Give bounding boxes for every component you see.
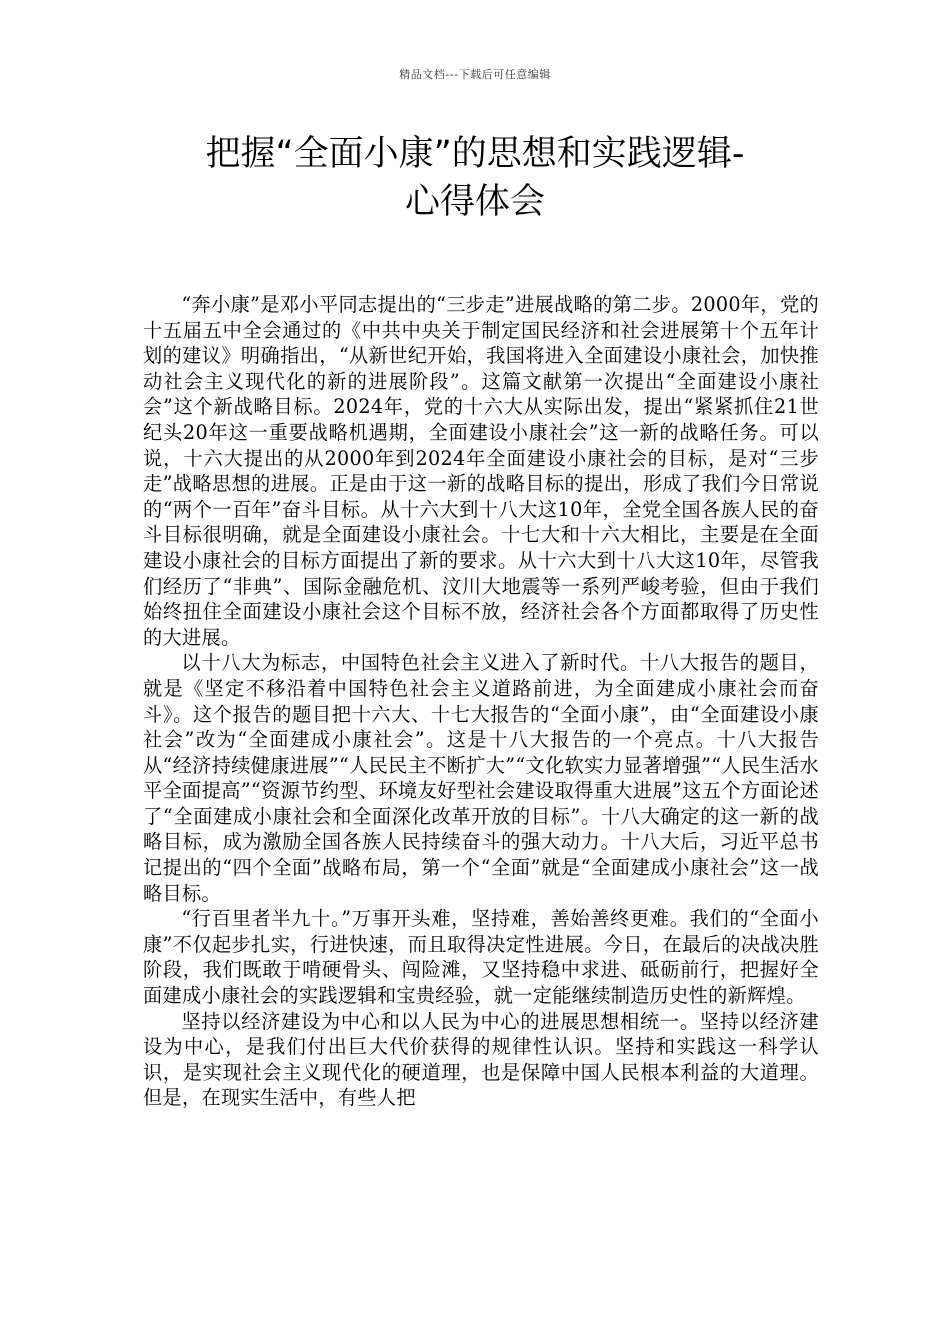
title-line-1: 把握“全面小康”的思想和实践逻辑- bbox=[205, 134, 745, 174]
paragraph-2: 以十八大为标志，中国特色社会主义进入了新时代。十八大报告的题目，就是《坚定不移沿着中国特色社会主义道路前进，为全面建成小康社会而奋斗》。这个报告的题目把十六大、十七大报告的“全面小康”，由“全面建设小康社会”改为“全面建成小康社会”。这是十八大报告的一个亮点。十八大报告从“经济持续健康进展”“人民民主不断扩大”“文化软实力显著增强”“人民生活水平全面提高”“资源节约型、环境友好型社会建设取得重大进展”这五个方面论述了“全面建成小康社会和全面深化改革开放的目标”。十八大确定的这一新的战略目标，成为激励全国各族人民持续奋斗的强大动力。十八大后，习近平总书记提出的“四个全面”战略布局，第一个“全面”就是“全面建成小康社会”这一战略目标。 bbox=[143, 651, 819, 905]
paragraph-1: “奔小康”是邓小平同志提出的“三步走”进展战略的第二步。2000年，党的十五届五中全会通过的《中共中央关于制定国民经济和社会进展第十个五年计划的建议》明确指出，“从新世纪开始，我国将进入全面建设小康社会，加快推动社会主义现代化的新的进展阶段”。这篇文献第一次提出“全面建设小康社会”这个新战略目标。2024年，党的十六大从实际出发，提出“紧紧抓住21世纪头20年这一重要战略机遇期，全面建设小康社会”这一新的战略任务。可以说，十六大提出的从2000年到2024年全面建设小康社会的目标，是对“三步走”战略思想的进展。正是由于这一新的战略目标的提出，形成了我们今日常说的“两个一百年”奋斗目标。从十六大到十八大这10年，全党全国各族人民的奋斗目标很明确，就是全面建设小康社会。十七大和十六大相比，主要是在全面建设小康社会的目标方面提出了新的要求。从十六大到十八大这10年，尽管我们经历了“非典”、国际金融危机、汶川大地震等一系列严峻考验，但由于我们始终扭住全面建设小康社会这个目标不放，经济社会各个方面都取得了历史性的大进展。 bbox=[143, 293, 819, 649]
paragraph-4: 坚持以经济建设为中心和以人民为中心的进展思想相统一。坚持以经济建设为中心，是我们付出巨大代价获得的规律性认识。坚持和实践这一科学认识，是实现社会主义现代化的硬道理，也是保障中国人民根本利益的大道理。但是，在现实生活中，有些人把 bbox=[143, 1009, 819, 1110]
page-header: 精品文档---下载后可任意编辑 bbox=[399, 68, 551, 81]
paragraph-3: “行百里者半九十。”万事开头难，坚持难，善始善终更难。我们的“全面小康”不仅起步扎实，行进快速，而且取得决定性进展。今日，在最后的决战决胜阶段，我们既敢于啃硬骨头、闯险滩，又坚持稳中求进、砥砺前行，把握好全面建成小康社会的实践逻辑和宝贵经验，就一定能继续制造历史性的新辉煌。 bbox=[143, 907, 819, 1008]
document-title bbox=[100, 130, 850, 226]
title-line-2: 心得体会 bbox=[404, 182, 545, 222]
document-body bbox=[143, 292, 819, 1111]
